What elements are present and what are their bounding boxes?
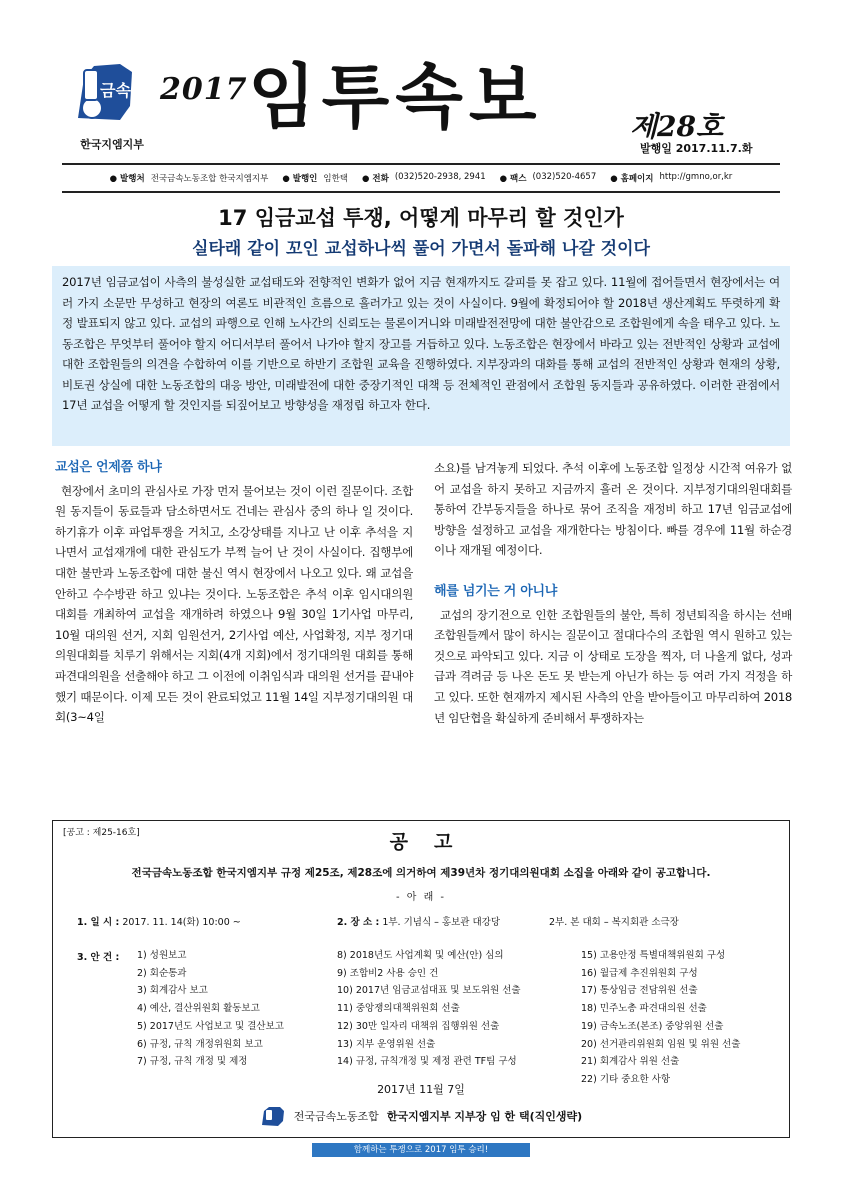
- notice-subheading: - 아 래 -: [395, 892, 447, 903]
- agenda-item: 14) 규정, 규칙개정 및 제정 관련 TF팀 구성: [337, 1056, 517, 1068]
- agenda-item: 15) 고용안정 특별대책위원회 구성: [581, 950, 726, 961]
- agenda-item: 16) 월급제 추진위원회 구성: [581, 967, 698, 979]
- org-name: 한국지엠지부: [80, 138, 144, 151]
- notice-signer: 전국금속노동조합 한국지엠지부 지부장 임 한 택(직인생략): [53, 1105, 789, 1127]
- agenda-item: 4) 예산, 결산위원회 활동보고: [137, 1003, 260, 1015]
- info-publisher: ● 발행인 임한택: [282, 174, 349, 184]
- notice-body: 전국금속노동조합 한국지엠지부 규정 제25조, 제28조에 의거하여 제39년차 정기대의원대회 소집을 아래와 같이 공고합니다.: [131, 867, 711, 879]
- headline: 17 임금교섭 투쟁, 어떻게 마무리 할 것인가: [218, 206, 624, 230]
- agenda-item: 21) 회계감사 위원 선출: [581, 1056, 680, 1068]
- section-title-2: 해를 넘기는 거 아니냐: [434, 583, 557, 599]
- agenda-item: 5) 2017년도 사업보고 및 결산보고: [137, 1020, 284, 1032]
- agenda-item: 7) 규정, 규칙 개정 및 제정: [137, 1056, 248, 1068]
- agenda-column-1: [137, 947, 284, 1071]
- info-phone: ● 전화 (032)520-2938, 2941: [362, 172, 486, 184]
- year: 2017: [160, 72, 248, 107]
- agenda-item: 3) 회계감사 보고: [137, 985, 208, 997]
- section-title-1: 교섭은 언제쯤 하냐: [55, 460, 162, 475]
- agenda-item: 9) 조합비2 사용 승인 건: [337, 967, 439, 979]
- agenda-item: 17) 통상임금 전담위원 선출: [581, 985, 698, 997]
- column-left: [55, 458, 413, 728]
- info-publisher-org: ● 발행처 전국금속노동조합 한국지엠지부: [109, 174, 269, 184]
- column-right: [434, 458, 792, 728]
- section-1-text: 현장에서 초미의 관심사로 가장 먼저 물어보는 것이 이런 질문이다. 조합원 동지들이 동료들과 담소하면서도 건네는 관심사 중의 하나 일 것이다. 하기휴가 이후 파업투쟁을 거치고, 소강상태를 지나고 난 이후 추석을 지나면서 교섭재개에 대한 관심도가 부쩍 늘어 난 것이 사실이다. 집행부에 대한 불만과 노동조합에 대한 불신 역시 현장에서 나오고 있다. 왜 교섭을 안하고 수수방관 하고 있냐는 것이다. 노동조합은 추석 이후 임시대의원 대회를 개최하여 교섭을 재개하려 하였으나 9월 30일 1기사업 마무리, 10월 대의원 선거, 지회 임원선거, 2기사업 예산, 사업확정, 지부 정기대의원대회를 치루기 위해서는 지회(4개 지회)에서 정기대의원 대회를 통해 파견대의원을 선출해야 하고 그 이전에 이취임식과 대의원 선거를 끝내야 했기 때문이다. 이제 모든 것이 완료되었고 11월 14일 지부정기대의원 대회(3~4일: [55, 483, 413, 725]
- notice-place-row-2: 2부. 본 대회 – 복지회관 소극장: [549, 917, 679, 928]
- agenda-item: 12) 30만 일자리 대책위 집행위원 선출: [337, 1020, 500, 1032]
- agenda-item: 18) 민주노총 파견대의원 선출: [581, 1003, 707, 1015]
- union-fist-logo: [70, 58, 140, 128]
- agenda-item: 13) 지부 운영위원 선출: [337, 1038, 436, 1050]
- summary-box: 2017년 임금교섭이 사측의 불성실한 교섭태도와 전향적인 변화가 없어 지금 현재까지도 갈피를 못 잡고 있다. 11월에 접어들면서 현장에서는 여러 가지 소문만 무성하고 현장의 여론도 비관적인 흐름으로 흘러가고 있는 것이 사실이다. 9월에 확정되어야 할 2018년 생산계획도 뚜렷하게 확정 발표되지 않고 있다. 교섭의 파행으로 인해 노사간의 신뢰도는 물론이거니와 미래발전전망에 대한 불안감으로 조합원에게 속을 태우고 있다. 노동조합은 무엇부터 풀어야 할지 어디서부터 풀어서 나가야 할지 장고를 거듭하고 있다. 노동조합은 현장에서 바라고 있는 전반적인 상황과 교섭에 대한 조합원들의 의견을 수합하여 이를 기반으로 하반기 조합원 교육을 진행하였다. 지부장과의 대화를 통해 교섭의 전반적인 상황과 현재의 상황, 비토권 상실에 대한 노동조합의 대응 방안, 미래발전에 대한 중장기적인 대책 등 전체적인 관점에서 조합원 동지들과 공유하였다. 이러한 관점에서 17년 교섭을 어떻게 할 것인지를 되짚어보고 방향성을 재정립 하고자 한다.: [52, 266, 790, 446]
- section-2-text: 교섭의 장기전으로 인한 조합원들의 불안, 특히 정년퇴직을 하시는 선배조합원들께서 많이 하시는 질문이고 절대다수의 조합원 역시 원하고 있는 것으로 파악되고 있다. 지금 이 상태로 도장을 찍자, 더 나올게 없다, 성과급과 격려금 등 나온 돈도 못 받는게 아닌가 하는 등 여러 가지 걱정을 하고 있다. 또한 현재까지 제시된 사측의 안을 받아들이고 마무리하여 2018년 임단협을 확실하게 준비해서 투쟁하자는: [434, 607, 792, 725]
- agenda-item: 8) 2018년도 사업계획 및 예산(안) 심의: [337, 950, 504, 961]
- agenda-item: 11) 중앙쟁의대책위원회 선출: [337, 1003, 460, 1015]
- section-1-continued: 소요)를 남겨놓게 되었다. 추석 이후에 노동조합 일정상 시간적 여유가 없어 교섭을 하지 못하고 지금까지 흘러 온 것이다. 지부정기대의원대회를 통하여 간부동지들을 하나로 묶어 조직을 재정비 하고 17년 임금교섭에 방향을 설정하고 교섭을 재개한다는 방침이다. 빠를 경우에 11월 하순경이나 재개될 예정이다.: [434, 461, 792, 558]
- issue-date: 발행일 2017.11.7.화: [640, 142, 753, 155]
- notice-title: 공고: [389, 831, 479, 853]
- agenda-item: 22) 기타 중요한 사항: [581, 1073, 671, 1085]
- svg-text:금속: 금속: [100, 81, 131, 100]
- agenda-column-2: [337, 947, 521, 1071]
- notice-date-row: 1. 일 시 : 2017. 11. 14(화) 10:00 ~: [77, 917, 241, 928]
- footer-slogan: 함께하는 투쟁으로 2017 임투 승리!: [312, 1143, 530, 1157]
- agenda-column-3: [581, 947, 740, 1089]
- masthead: [0, 0, 842, 160]
- agenda-label: 3. 안 건 :: [77, 952, 120, 963]
- notice-place-row: 2. 장 소 : 1부. 기념식 – 홍보관 대강당: [337, 917, 500, 928]
- agenda-item: 10) 2017년 임금교섭대표 및 보도위원 선출: [337, 985, 521, 997]
- union-fist-logo-small: [260, 1105, 286, 1127]
- agenda-item: 20) 선거관리위원회 임원 및 위원 선출: [581, 1038, 741, 1050]
- info-homepage[interactable]: ● 홈페이지 http://gmno,or,kr: [610, 172, 733, 184]
- publisher-info-bar: [62, 163, 780, 193]
- agenda-item: 19) 금속노조(본조) 중앙위원 선출: [581, 1020, 724, 1032]
- subheadline: 실타래 같이 꼬인 교섭하나씩 풀어 가면서 돌파해 나갈 것이다: [192, 239, 650, 259]
- notice-reference: [공고 : 제25-16호]: [63, 828, 140, 838]
- newsletter-title: 임투속보: [248, 56, 543, 138]
- info-fax: ● 팩스 (032)520-4657: [499, 172, 597, 184]
- notice-date: 2017년 11월 7일: [377, 1083, 465, 1096]
- agenda-item: 2) 회순통과: [137, 967, 187, 979]
- notice-box: [52, 820, 790, 1138]
- issue-number: 제28호: [630, 110, 724, 143]
- agenda-item: 6) 규정, 규칙 개정위원회 보고: [137, 1038, 263, 1050]
- agenda-item: 1) 성원보고: [137, 950, 187, 961]
